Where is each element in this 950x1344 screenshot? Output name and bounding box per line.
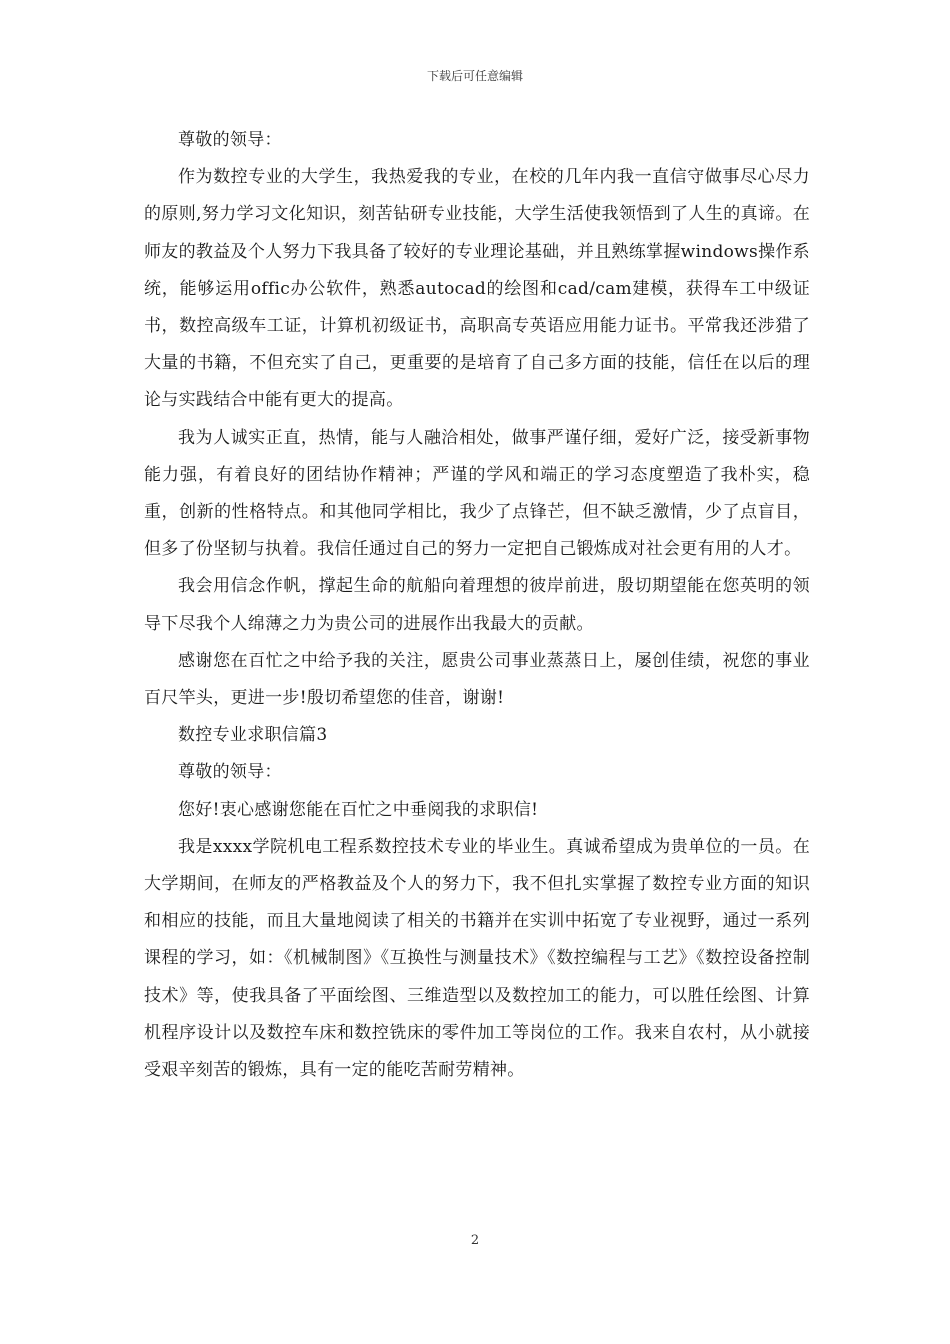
body-paragraph: 我会用信念作帆，撑起生命的航船向着理想的彼岸前进，殷切期望能在您英明的领导下尽我个人绵薄之力为贵公司的进展作出我最大的贡献。	[144, 576, 810, 634]
body-paragraph: 作为数控专业的大学生，我热爱我的专业，在校的几年内我一直信守做事尽心尽力的原则,努力学习文化知识，刻苦钻研专业技能，大学生活使我领悟到了人生的真谛。在师友的教益及个人努力下我具备了较好的专业理论基础，并且熟练掌握windows操作系统，能够运用offic办公软件，熟悉autocad的绘图和cad/cam建模，获得车工中级证书，数控高级车工证，计算机初级证书，高职高专英语应用能力证书。平常我还涉猎了大量的书籍，不但充实了自己，更重要的是培育了自己多方面的技能，信任在以后的理论与实践结合中能有更大的提高。	[144, 167, 810, 411]
document-body	[144, 122, 810, 1089]
page-number: 2	[470, 1233, 480, 1248]
body-paragraph: 我为人诚实正直，热情，能与人融洽相处，做事严谨仔细，爱好广泛，接受新事物能力强，有着良好的团结协作精神；严谨的学风和端正的学习态度塑造了我朴实，稳重，创新的性格特点。和其他同学相比，我少了点锋芒，但不缺乏激情，少了点盲目，但多了份坚韧与执着。我信任通过自己的努力一定把自己锻炼成对社会更有用的人才。	[144, 427, 810, 560]
salutation: 尊敬的领导：	[178, 130, 282, 150]
body-paragraph: 我是xxxx学院机电工程系数控技术专业的毕业生。真诚希望成为贵单位的一员。在大学期间，在师友的严格教益及个人的努力下，我不但扎实掌握了数控专业方面的知识和相应的技能，而且大量地阅读了相关的书籍并在实训中拓宽了专业视野，通过一系列课程的学习，如：《机械制图》《互换性与测量技术》《数控编程与工艺》《数控设备控制技术》等，使我具备了平面绘图、三维造型以及数控加工的能力，可以胜任绘图、计算机程序设计以及数控车床和数控铣床的零件加工等岗位的工作。我来自农村，从小就接受艰辛刻苦的锻炼，具有一定的能吃苦耐劳精神。	[144, 836, 810, 1081]
body-paragraph: 感谢您在百忙之中给予我的关注，愿贵公司事业蒸蒸日上，屡创佳绩，祝您的事业百尺竿头，更进一步!殷切希望您的佳音，谢谢!	[144, 650, 810, 709]
salutation: 尊敬的领导：	[178, 762, 282, 783]
header-note: 下载后可任意编辑	[426, 69, 523, 83]
section-title: 数控专业求职信篇3	[178, 725, 328, 746]
greeting-line: 您好!衷心感谢您能在百忙之中垂阅我的求职信!	[178, 799, 539, 820]
